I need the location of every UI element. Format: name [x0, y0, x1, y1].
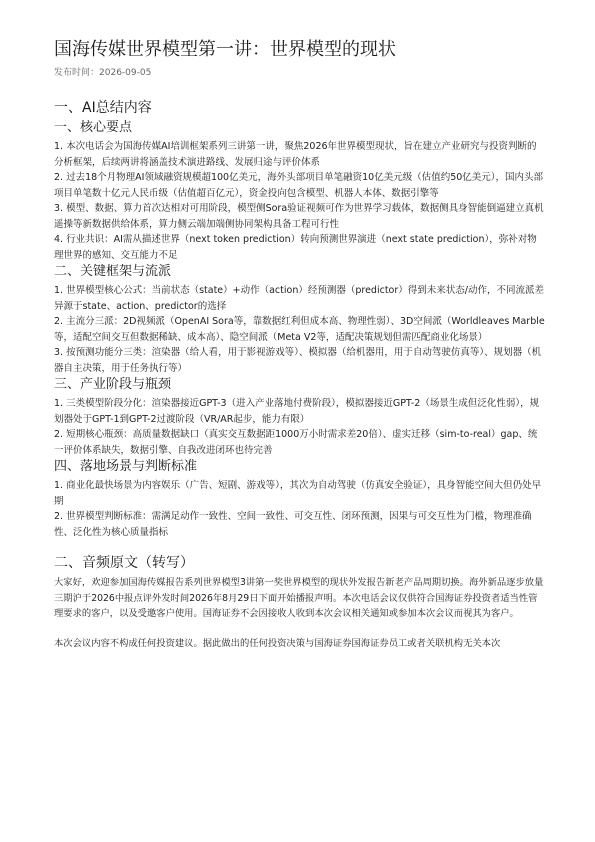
date-label: 发布时间：	[54, 68, 100, 78]
list-item: 3. 按预测功能分三类：渲染器（给人看，用于影视游戏等）、模拟器（给机器用，用于自动驾驶仿真等）、规划器（机器自主决策，用于任务执行等）	[54, 347, 542, 374]
section-core-points	[54, 139, 545, 263]
list-item: 2. 主流分三派：2D视频派（OpenAI Sora等，靠数据红利但成本高、物理性弱）、3D空间派（Worldleaves Marble等，适配空间交互但数据稀缺、成本高）、隐空间派（Meta V2等，适配决策规划但需匹配商业化场景）	[54, 316, 545, 343]
transcript-paragraph: 本次会议内容不构成任何投资建议。据此做出的任何投资决策与国海证券国海证券员工或者关联机构无关本次	[54, 637, 501, 649]
list-item: 2. 世界模型判断标准：需满足动作一致性、空间一致性、可交互性、闭环预测，因果与可交互性为门槛，物理准确性、泛化性为核心质量指标	[54, 511, 532, 538]
list-item: 1. 本次电话会为国海传媒AI培训框架系列三讲第一讲，聚焦2026年世界模型现状，旨在建立产业研究与投资判断的分析框架，后续两讲将涵盖技术演进路线、发展归途与评价体系	[54, 141, 537, 168]
section-heading-frameworks: 二、关键框架与流派	[54, 264, 172, 279]
section-heading-industry-stage: 三、产业阶段与瓶颈	[54, 377, 172, 392]
list-item: 1. 世界模型核心公式：当前状态（state）+动作（action）经预测器（predictor）得到未来状态/动作，不同流派差异源于state、action、predictor的选择	[54, 285, 544, 312]
section-industry-stage	[54, 396, 545, 458]
summary-heading: 一、AI总结内容	[54, 100, 152, 116]
page-title: 国海传媒世界模型第一讲：世界模型的现状	[54, 39, 396, 60]
date-value: 2026-09-05	[99, 68, 152, 78]
list-item: 3. 模型、数据、算力首次达相对可用阶段，模型侧Sora验证视频可作为世界学习载体，数据侧具身智能倒逼建立真机遥操等新数据供给体系，算力侧云端加端侧协同架构具备工程可行性	[54, 203, 544, 230]
section-heading-core-points: 一、核心要点	[54, 120, 133, 135]
list-item: 1. 三类模型阶段分化：渲染器接近GPT-3（进入产业落地付费阶段），模拟器接近GPT-2（场景生成但泛化性弱），规划器处于GPT-1到GPT-2过渡阶段（VR/AR起步，能力有限）	[54, 398, 540, 425]
publish-date	[54, 67, 545, 79]
section-heading-scenarios: 四、落地场景与判断标准	[54, 459, 198, 474]
transcript-body	[54, 575, 545, 651]
list-item: 4. 行业共识：AI需从描述世界（next token prediction）转向预测世界演进（next state prediction），弥补对物理世界的感知、交互能力不足	[54, 234, 537, 261]
list-item: 1. 商业化最快场景为内容娱乐（广告、短剧、游戏等），其次为自动驾驶（仿真安全验证），具身智能空间大但仍处早期	[54, 480, 542, 507]
section-frameworks	[54, 283, 545, 376]
list-item: 2. 过去18个月物理AI领域融资规模超100亿美元，海外头部项目单笔融资10亿美元级（估值约50亿美元），国内头部项目单笔数十亿元人民币级（估值超百亿元），资金投向包含模型、机器人本体、数据引擎等	[54, 172, 544, 199]
transcript-paragraph: 大家好，欢迎参加国海传媒报告系列世界模型3讲第一奖世界模型的现状外发报告新老产品周期切换。海外新品逐步放量三期沪于2026中报点评外发时间2026年8月29日下面开始播报声明。本次电话会议仅供符合国海证券投资者适当性管理要求的客户，以及受邀客户使用。国海证券不会因接收人收到本次会议相关通知或参加本次会议而视其为客户。	[54, 577, 544, 619]
list-item: 2. 短期核心瓶颈：高质量数据缺口（真实交互数据距1000万小时需求差20倍）、虚实迁移（sim-to-real）gap、统一评价体系缺失，数据引擎、自我改进闭环也待完善	[54, 429, 538, 456]
section-scenarios	[54, 478, 545, 540]
transcript-heading: 二、音频原文（转写）	[54, 555, 194, 571]
